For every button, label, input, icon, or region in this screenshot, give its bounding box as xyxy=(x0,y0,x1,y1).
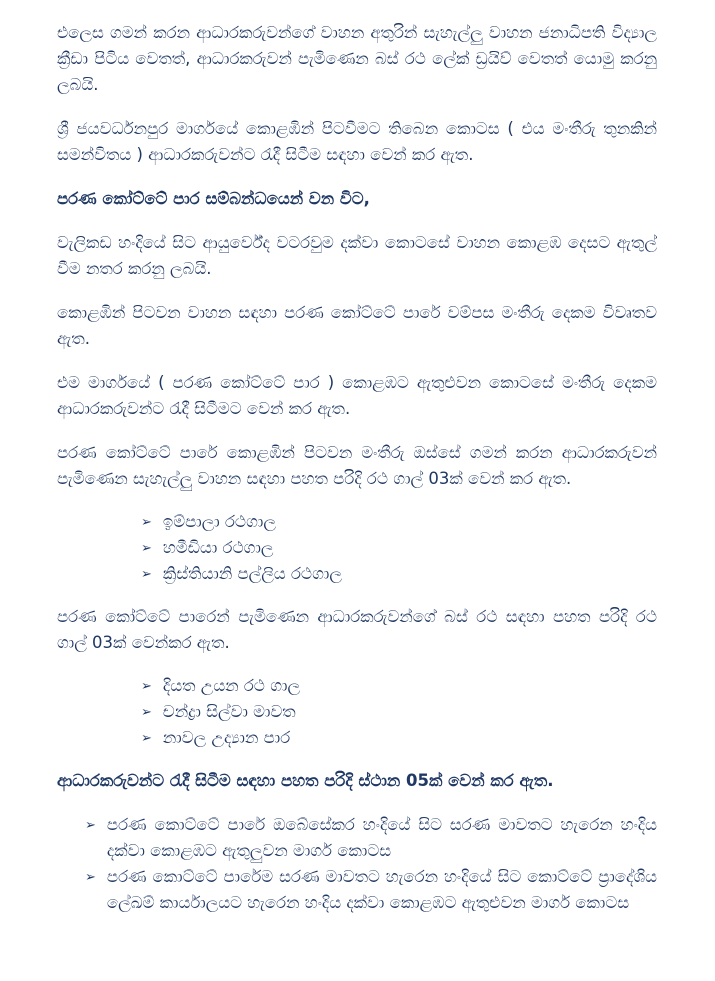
list-item xyxy=(141,674,657,698)
paragraph-light-vehicle-parks: පරණ කෝට්ටේ පාරේ කොළඹින් පිටවන මංතීරු ඔස්සේ ගමන් කරන ආධාරකරුවන් පැමිණෙන සැහැල්ලු වාහන සඳහා පහත පරිදි රථ ගාල් 03ක් වෙන් කර ඇත. xyxy=(57,443,657,488)
arrow-bullet-icon: ➢ xyxy=(141,567,152,582)
arrow-bullet-icon: ➢ xyxy=(85,818,96,833)
list-item-text: ක්‍රිස්තියානි පල්ලිය රථගාල xyxy=(162,564,342,583)
arrow-bullet-icon: ➢ xyxy=(85,870,96,885)
paragraph-outbound-lanes: කොළඹින් පිටවන වාහන සඳහා පරණ කෝට්ටේ පාරේ වම්පස මංතීරු දෙකම විවෘතව ඇත. xyxy=(57,303,657,348)
list-item xyxy=(141,536,657,560)
list-item-text: නාවල උද්‍යාන පාර xyxy=(162,728,291,747)
arrow-bullet-icon: ➢ xyxy=(141,731,152,746)
list-item xyxy=(85,864,657,916)
list-item xyxy=(141,562,657,586)
list-item xyxy=(141,700,657,724)
section-heading-old-kotte-road: පරණ කෝට්ටේ පාර සම්බන්ධයෙන් වන විට, xyxy=(57,189,370,208)
list-item-text: දියත උයන රථ ගාල xyxy=(162,676,301,695)
standing-location-list xyxy=(57,812,657,916)
section-heading-standing-locations: ආධාරකරුවන්ට රැදී සිටීම සඳහා පහත පරිදි ස්ථාන 05ක් වෙන් කර ඇත. xyxy=(57,771,554,790)
bus-park-list xyxy=(57,674,657,750)
list-item xyxy=(141,726,657,750)
arrow-bullet-icon: ➢ xyxy=(141,515,152,530)
list-item-text: පරණ කොට්ටේ පාරේම සරණ මාවතට හැරෙන හංදියේ සිට කොට්ටේ ප්‍රාදේශිය ලේඛම් කාර්යාලයට හැරෙන හංදිය දක්වා කොළඹට ඇතුළුවන මාර්ග කොටස xyxy=(106,867,657,912)
list-item xyxy=(85,812,657,864)
paragraph-inbound-lanes: එම මාර්ගයේ ( පරණ කෝට්ටේ පාර ) කොළඹට ඇතුළුවන කොටසේ මංතීරු දෙකම ආධාරකරුවන්ට රැදී සිටීමට වෙන් කර ඇත. xyxy=(57,373,657,418)
list-item-text: ඉම්පාලා රථගාල xyxy=(162,512,276,531)
list-item-text: හමීඩියා රථගාල xyxy=(162,538,274,557)
paragraph-vehicle-routing: එලෙස ගමන් කරන ආධාරකරුවන්ගේ වාහන අතුරින් සැහැල්ලු වාහන ජනාධිපති විද්‍යාල ක්‍රීඩා පිටිය වෙතත්, ආධාරකරුවන් පැමිණෙන බස් රථ ලේක් ඩ්‍රයිව් වෙතත් යොමු කරනු ලබයි. xyxy=(57,23,657,94)
list-item-text: චන්ද්‍රා සිල්වා මාවත xyxy=(162,702,296,721)
arrow-bullet-icon: ➢ xyxy=(141,705,152,720)
list-item xyxy=(141,510,657,534)
arrow-bullet-icon: ➢ xyxy=(141,679,152,694)
paragraph-bus-parks: පරණ කෝට්ටේ පාරෙන් පැමිණෙන ආධාරකරුවන්ගේ බස් රථ සඳහා පහත පරිදි රථ ගාල් 03ක් වෙන්කර ඇත. xyxy=(57,607,657,652)
list-item-text: පරණ කොට්ටේ පාරේ ඔබේසේකර හංදියේ සිට සරණ මාවතට හැරෙන හංදිය දක්වා කොළඹට ඇතුලුවන මාර්ග කොටස xyxy=(106,815,657,860)
arrow-bullet-icon: ➢ xyxy=(141,541,152,556)
light-vehicle-park-list xyxy=(57,510,657,586)
paragraph-welikada-junction: වැලිකඩ හංදියේ සිට ආයුර්වේද වටරවුම දක්වා කොටසේ වාහන කොළඹ දෙසට ඇතුල් වීම නතර කරනු ලබයි. xyxy=(57,233,657,278)
paragraph-jayawardenapura-road: ශ්‍රී ජයවර්ධනපුර මාර්ගයේ කොළඹින් පිටවීමට තිබෙන කොටස ( එය මංතීරු තුනකින් සමන්විතය ) ආධාරකරුවන්ට රැදී සිටීම සඳහා වෙන් කර ඇත. xyxy=(57,119,657,164)
